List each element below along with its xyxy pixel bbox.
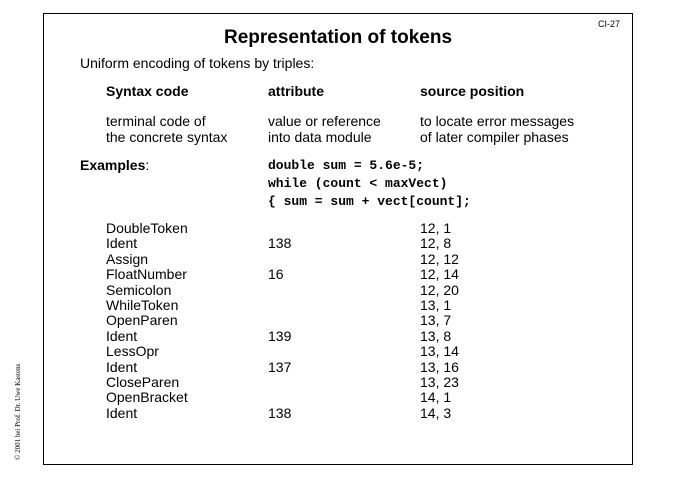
syntax-code-desc-line1: terminal code of	[106, 113, 206, 129]
intro-text: Uniform encoding of tokens by triples:	[80, 55, 315, 71]
token-attribute: 16	[268, 266, 284, 282]
token-name: CloseParen	[106, 374, 180, 390]
token-name: DoubleToken	[106, 220, 188, 236]
source-position-desc-line2: of later compiler phases	[420, 129, 569, 145]
syntax-code-desc-line2: the concrete syntax	[106, 129, 228, 145]
token-name: Ident	[106, 235, 138, 251]
token-position: 12, 20	[420, 282, 459, 298]
token-name: Semicolon	[106, 282, 172, 298]
attribute-desc-line1: value or reference	[268, 113, 381, 129]
header-syntax-code: Syntax code	[106, 83, 189, 99]
token-position: 14, 1	[420, 389, 452, 405]
attribute-desc-line2: into data module	[268, 129, 372, 145]
code-example	[268, 157, 471, 211]
token-name: Ident	[106, 328, 138, 344]
token-attribute: 137	[268, 359, 292, 375]
token-position: 13, 14	[420, 343, 459, 359]
token-position: 13, 8	[420, 328, 452, 344]
header-attribute: attribute	[268, 83, 324, 99]
slide-number: CI-27	[597, 19, 620, 29]
examples-label-text: Examples	[80, 157, 146, 173]
token-name: FloatNumber	[106, 266, 187, 282]
token-attribute: 139	[268, 328, 292, 344]
token-position: 12, 12	[420, 251, 459, 267]
examples-label	[80, 157, 149, 173]
token-position: 12, 8	[420, 235, 452, 251]
token-position: 12, 14	[420, 266, 459, 282]
token-attribute: 138	[268, 235, 292, 251]
examples-colon: :	[145, 157, 150, 173]
code-line-2: while (count < maxVect)	[268, 176, 448, 191]
source-position-desc-line1: to locate error messages	[420, 113, 575, 129]
copyright-note: © 2001 bei Prof. Dr. Uwe Kastens	[14, 363, 22, 460]
token-name: Assign	[106, 251, 149, 267]
token-position: 13, 7	[420, 312, 452, 328]
token-position: 13, 1	[420, 297, 452, 313]
token-name: OpenBracket	[106, 389, 188, 405]
token-name: Ident	[106, 405, 138, 421]
slide-title: Representation of tokens	[223, 27, 453, 48]
code-line-1: double sum = 5.6e-5;	[268, 158, 425, 173]
token-name: Ident	[106, 359, 138, 375]
token-name: OpenParen	[106, 312, 178, 328]
token-position: 14, 3	[420, 405, 452, 421]
token-position: 13, 16	[420, 359, 459, 375]
token-name: LessOpr	[106, 343, 159, 359]
header-source-position: source position	[420, 83, 525, 99]
token-position: 13, 23	[420, 374, 459, 390]
code-line-3: { sum = sum + vect[count];	[268, 194, 471, 209]
token-attribute: 138	[268, 405, 292, 421]
token-name: WhileToken	[106, 297, 179, 313]
token-position: 12, 1	[420, 220, 452, 236]
